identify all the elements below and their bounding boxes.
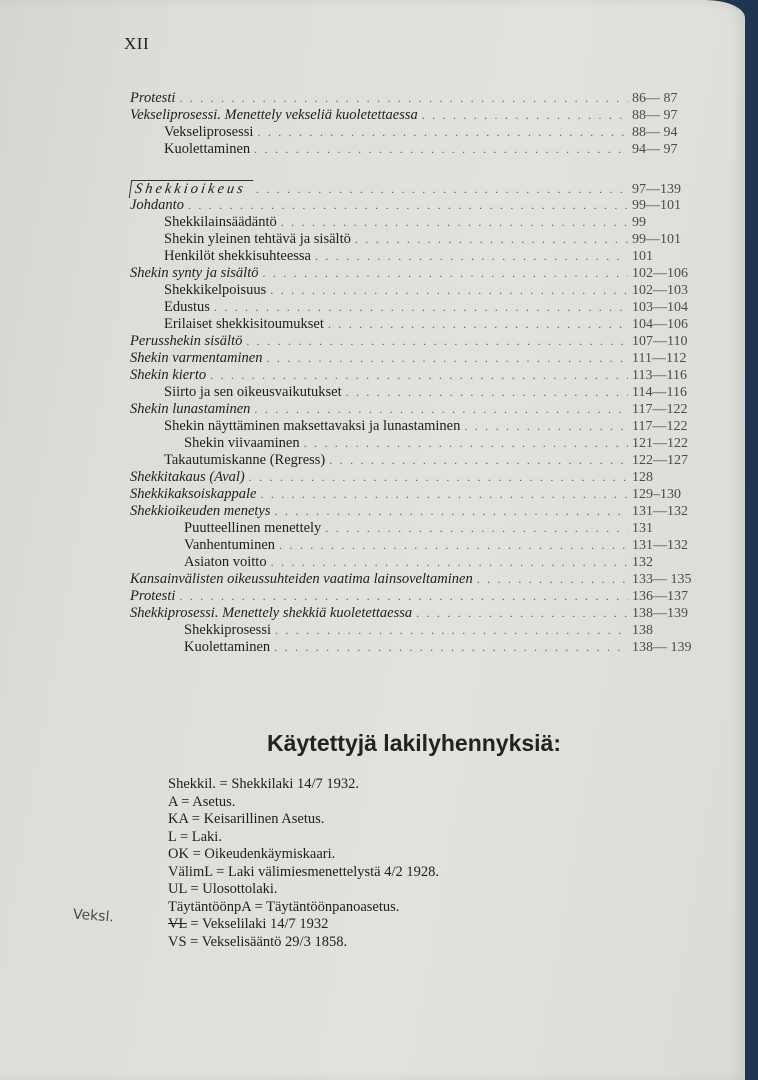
entry-title: Vanhentuminen bbox=[184, 537, 276, 553]
dot-leader bbox=[355, 231, 628, 248]
toc-entry bbox=[130, 520, 708, 537]
abbreviations-title: Käytettyjä lakilyhennyksiä: bbox=[266, 730, 562, 756]
abbreviation-item: VälimL = Laki välimiesmenettelystä 4/2 1928. bbox=[168, 863, 439, 880]
dot-leader bbox=[328, 316, 628, 333]
toc-entry bbox=[130, 333, 708, 350]
toc-entry bbox=[130, 367, 708, 384]
table-of-contents bbox=[130, 90, 708, 656]
entry-title: Shekin lunastaminen bbox=[130, 401, 251, 417]
toc-entry bbox=[130, 537, 708, 554]
page-range: 99—101 bbox=[632, 198, 681, 213]
abbreviation-item: L = Laki. bbox=[168, 828, 222, 845]
page-range: 117—122 bbox=[632, 419, 688, 434]
dot-leader bbox=[477, 571, 628, 588]
page-range: 101 bbox=[632, 249, 653, 264]
entry-title: Shekin kierto bbox=[130, 367, 207, 383]
entry-title: Shekkikelpoisuus bbox=[164, 282, 267, 298]
entry-title: Siirto ja sen oikeusvaikutukset bbox=[164, 384, 342, 400]
entry-title: Shekin varmentaminen bbox=[130, 350, 263, 366]
dot-leader bbox=[256, 181, 628, 198]
entry-title: Shekkiprosessi. Menettely shekkiä kuoletettaessa bbox=[130, 605, 413, 621]
page-range: 132 bbox=[632, 555, 653, 570]
entry-title: Vekseliprosessi bbox=[164, 124, 254, 140]
dot-leader bbox=[346, 384, 628, 401]
toc-entry bbox=[130, 452, 708, 469]
abbreviation-item-struck bbox=[168, 916, 439, 934]
abbreviation-item: KA = Keisarillinen Asetus. bbox=[168, 811, 325, 827]
entry-title: Kuolettaminen bbox=[164, 141, 251, 157]
toc-entry bbox=[130, 90, 708, 107]
dot-leader bbox=[214, 299, 628, 316]
toc-entry bbox=[130, 299, 708, 316]
toc-entry bbox=[130, 265, 708, 282]
dot-leader bbox=[275, 622, 628, 639]
entry-title: Shekkioikeuden menetys bbox=[130, 503, 271, 519]
dot-leader bbox=[257, 124, 628, 141]
dot-leader bbox=[464, 418, 628, 435]
page-range: 131—132 bbox=[632, 538, 688, 553]
dot-leader bbox=[210, 367, 628, 384]
entry-title: Kuolettaminen bbox=[184, 639, 271, 655]
toc-entry bbox=[130, 248, 708, 265]
page-range: 88— 97 bbox=[632, 108, 678, 123]
toc-entry bbox=[130, 588, 708, 605]
page-range: 99—101 bbox=[632, 232, 681, 247]
dot-leader bbox=[422, 107, 628, 124]
abbreviations-list bbox=[168, 776, 439, 951]
dot-leader bbox=[266, 350, 628, 367]
abbreviation-item: UL = Ulosottolaki. bbox=[168, 881, 278, 897]
page-range: 122—127 bbox=[632, 453, 688, 468]
page-range: 113—116 bbox=[632, 368, 687, 383]
toc-entry bbox=[130, 107, 708, 124]
toc-entry bbox=[130, 622, 708, 639]
entry-title: Perusshekin sisältö bbox=[130, 333, 243, 349]
toc-entry bbox=[130, 141, 708, 158]
dot-leader bbox=[281, 214, 628, 231]
abbreviation-item: VS = Vekselisääntö 29/3 1858. bbox=[168, 933, 348, 950]
dot-leader bbox=[249, 469, 628, 486]
entry-title: Asiaton voitto bbox=[184, 554, 267, 570]
entry-title: Takautumiskanne (Regress) bbox=[164, 452, 326, 468]
page-range: 88— 94 bbox=[632, 125, 678, 140]
page-range: 114—116 bbox=[632, 385, 687, 400]
abbreviation-item: TäytäntöönpA = Täytäntöönpanoasetus. bbox=[168, 898, 400, 915]
entry-title: Shekin viivaaminen bbox=[184, 435, 300, 451]
toc-entry bbox=[130, 384, 708, 401]
entry-title: Shekin synty ja sisältö bbox=[130, 265, 259, 281]
entry-title: Shekkitakaus (Aval) bbox=[130, 469, 245, 485]
abbreviation-item: Shekkil. = Shekkilaki 14/7 1932. bbox=[168, 776, 360, 792]
entry-title: Kansainvälisten oikeussuhteiden vaatima lainsoveltaminen bbox=[130, 571, 473, 587]
page-range: 107—110 bbox=[632, 334, 688, 349]
toc-entry bbox=[130, 231, 708, 248]
toc-entry bbox=[130, 214, 708, 231]
toc-entry bbox=[130, 282, 708, 299]
entry-title: Henkilöt shekkisuhteessa bbox=[164, 248, 311, 264]
toc-shekki-section bbox=[130, 197, 708, 656]
dot-leader bbox=[246, 333, 628, 350]
toc-vekseli-section bbox=[130, 90, 708, 158]
entry-title: Shekin yleinen tehtävä ja sisältö bbox=[164, 231, 351, 247]
entry-title: Shekkilainsäädäntö bbox=[164, 214, 277, 230]
dot-leader bbox=[329, 452, 628, 469]
page-range: 131—132 bbox=[632, 504, 688, 519]
toc-entry bbox=[130, 486, 708, 503]
page-range: 86— 87 bbox=[632, 91, 678, 106]
dot-leader bbox=[279, 537, 628, 554]
section-title-boxed: Shekkioikeus bbox=[129, 180, 253, 198]
page-range: 111—112 bbox=[632, 351, 687, 366]
entry-title: Protesti bbox=[130, 588, 176, 604]
toc-entry bbox=[130, 571, 708, 588]
dot-leader bbox=[275, 503, 629, 520]
page-range: 104—106 bbox=[632, 317, 688, 332]
dot-leader bbox=[416, 605, 628, 622]
toc-entry bbox=[130, 350, 708, 367]
dot-leader bbox=[254, 141, 628, 158]
dot-leader bbox=[271, 554, 628, 571]
entry-title: Protesti bbox=[130, 90, 176, 106]
entry-title: Shekin näyttäminen maksettavaksi ja lunastaminen bbox=[164, 418, 461, 434]
page-range: 128 bbox=[632, 470, 653, 485]
toc-entry bbox=[130, 401, 708, 418]
entry-title: Shekkiprosessi bbox=[184, 622, 271, 638]
abbreviation-definition: = Vekselilaki 14/7 1932 bbox=[186, 916, 329, 932]
page-range: 117—122 bbox=[632, 402, 688, 417]
toc-entry bbox=[130, 639, 708, 656]
toc-entry bbox=[130, 197, 708, 214]
page-range: 138—139 bbox=[632, 606, 688, 621]
struck-abbreviation: VL bbox=[168, 916, 187, 932]
dot-leader bbox=[254, 401, 628, 418]
toc-entry bbox=[130, 503, 708, 520]
toc-entry bbox=[130, 605, 708, 622]
entry-title: Vekseliprosessi. Menettely vekseliä kuoletettaessa bbox=[130, 107, 418, 123]
abbreviation-item: A = Asetus. bbox=[168, 793, 236, 810]
dot-leader bbox=[179, 90, 628, 107]
dot-leader bbox=[325, 520, 628, 537]
page-range: 129–130 bbox=[632, 487, 681, 502]
entry-title: Shekkikaksoiskappale bbox=[130, 486, 257, 502]
toc-entry bbox=[130, 418, 708, 435]
page-range: 121—122 bbox=[632, 436, 688, 451]
entry-title: Puutteellinen menettely bbox=[184, 520, 322, 536]
page-range: 131 bbox=[632, 521, 653, 536]
toc-entry bbox=[130, 469, 708, 486]
page-range: 102—103 bbox=[632, 283, 688, 298]
page-range: 133— 135 bbox=[632, 572, 692, 587]
page-range: 94— 97 bbox=[632, 142, 678, 157]
toc-entry bbox=[130, 554, 708, 571]
toc-section-heading bbox=[130, 180, 708, 197]
dot-leader bbox=[179, 588, 628, 605]
dot-leader bbox=[270, 282, 628, 299]
dot-leader bbox=[304, 435, 628, 452]
dot-leader bbox=[260, 486, 628, 503]
entry-title: Edustus bbox=[164, 299, 210, 315]
page-range: 136—137 bbox=[632, 589, 688, 604]
toc-entry bbox=[130, 124, 708, 141]
dot-leader bbox=[274, 639, 628, 656]
page-range: 138 bbox=[632, 623, 653, 638]
page-range: 138— 139 bbox=[632, 640, 692, 655]
abbreviation-item: OK = Oikeudenkäymiskaari. bbox=[168, 846, 336, 862]
page-number: XII bbox=[124, 34, 150, 53]
dot-leader bbox=[262, 265, 628, 282]
toc-entry bbox=[130, 435, 708, 452]
entry-title: Erilaiset shekkisitoumukset bbox=[164, 316, 324, 332]
dot-leader bbox=[188, 197, 628, 214]
handwritten-annotation: Veksl. bbox=[72, 906, 115, 926]
page-range: 99 bbox=[632, 215, 646, 230]
page-range: 97—139 bbox=[632, 182, 681, 197]
entry-title: Johdanto bbox=[130, 197, 184, 213]
dot-leader bbox=[315, 248, 628, 265]
toc-entry bbox=[130, 316, 708, 333]
page-range: 103—104 bbox=[632, 300, 688, 315]
page-range: 102—106 bbox=[632, 266, 688, 281]
